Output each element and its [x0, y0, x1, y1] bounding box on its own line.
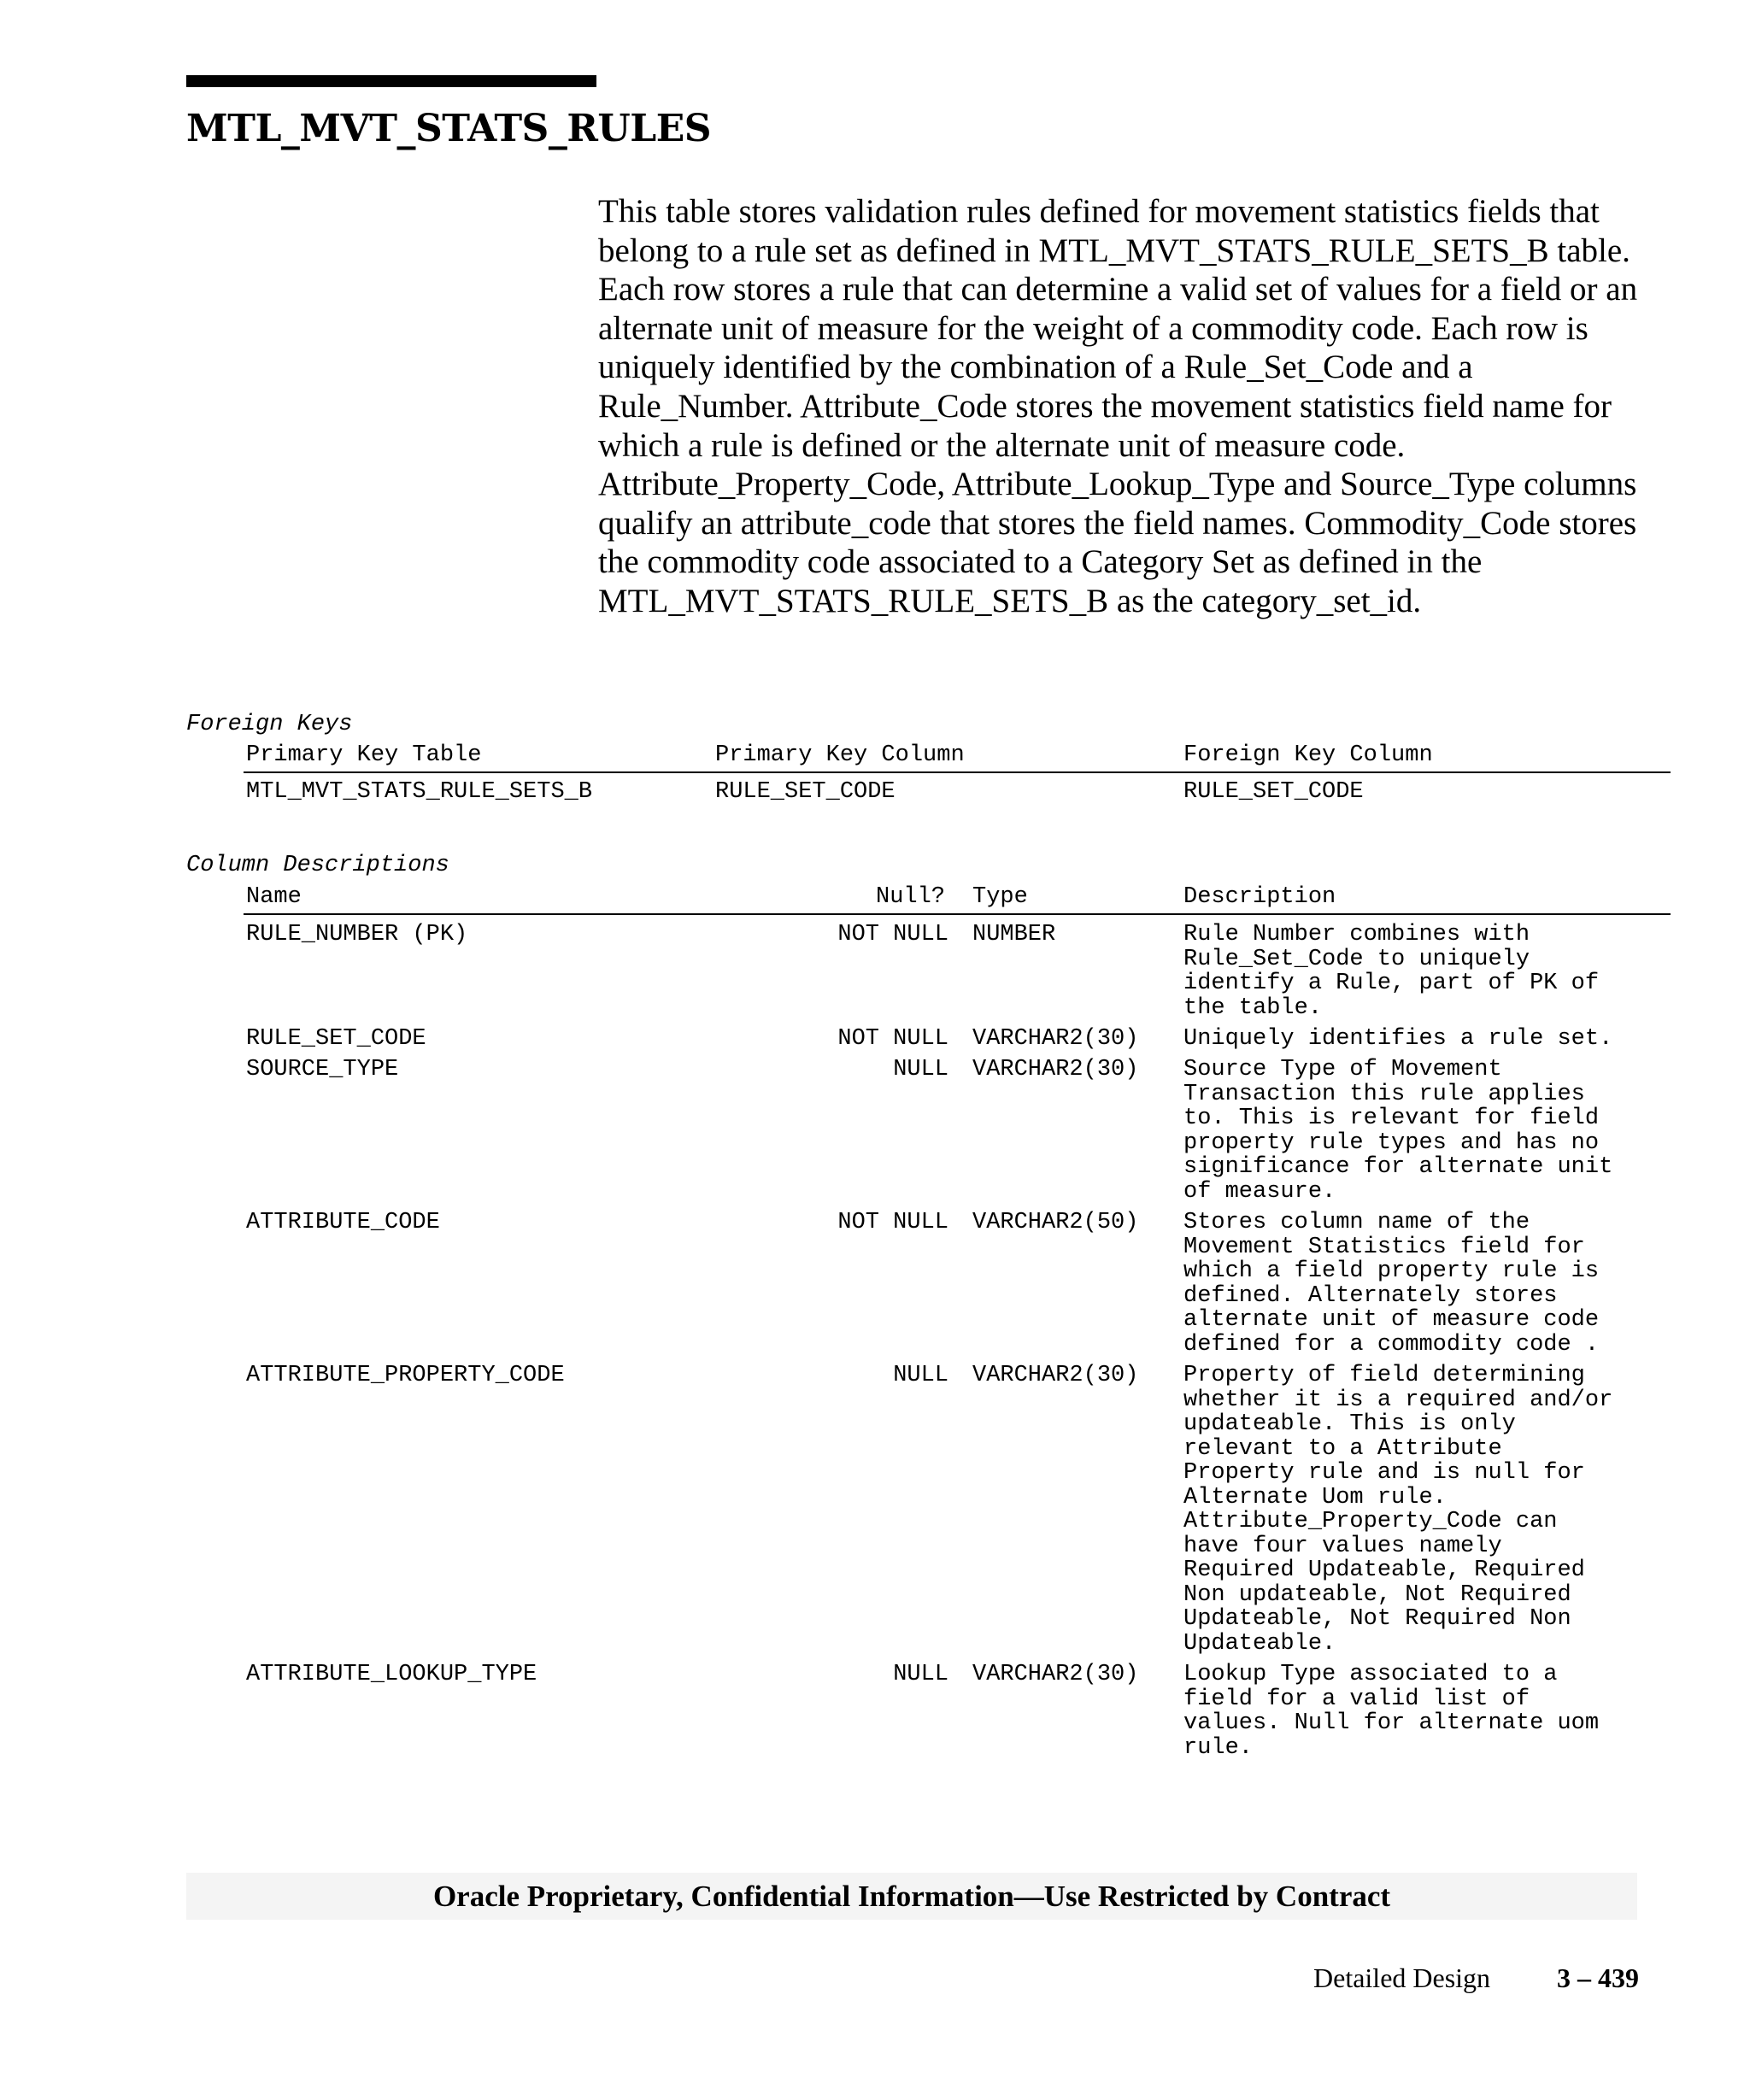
column-description: Stores column name of the Movement Statistics field for which a field property rule is defined. Alternately stores alternate unit of measure code defined for a commodity code . [1183, 1210, 1600, 1358]
page-number: 3 – 439 [1557, 1962, 1639, 1993]
foreign-keys-label: Foreign Keys [186, 712, 353, 737]
column-name: ATTRIBUTE_CODE [246, 1210, 440, 1235]
fk-pk-table: MTL_MVT_STATS_RULE_SETS_B [246, 779, 593, 805]
fk-pk-column: RULE_SET_CODE [715, 779, 896, 805]
column-type: VARCHAR2(30) [972, 1363, 1139, 1388]
column-null: NULL [893, 1057, 948, 1082]
top-rule [186, 75, 596, 87]
column-name: RULE_NUMBER (PK) [246, 922, 468, 947]
column-description: Property of field determining whether it is a required and/or updateable. This is only relevant to a Attribute Property rule and is null for Alternate Uom rule. Attribute_Property_Code can have four values namely Required Updateable, Required Non updateable, Not Required Updateable, Not Required Non Updateable. [1183, 1363, 1613, 1657]
column-null: NOT NULL [837, 922, 948, 947]
column-null: NULL [893, 1662, 948, 1687]
column-type: NUMBER [972, 922, 1056, 947]
table-description: This table stores validation rules defined for movement statistics fields that belong to a rule set as defined in MTL_MVT_STATS_RULE_SETS_B table. Each row stores a rule that can determine a valid set of values for a field or an alternate unit of measure for the weight of a commodity code. Each row is uniquely identified by the combination of a Rule_Set_Code and a Rule_Number. Attribute_Code stores the movement statistics field name for which a rule is defined or the alternate unit of measure code. Attribute_Property_Code, Attribute_Lookup_Type and Source_Type columns qualify an attribute_code that stores the field names. Commodity_Code stores the commodity code associated to a Category Set as defined in the MTL_MVT_STATS_RULE_SETS_B as the category_set_id. [598, 193, 1638, 619]
column-null: NOT NULL [837, 1026, 948, 1052]
footer-section: Detailed Design [1313, 1962, 1491, 1993]
column-type: VARCHAR2(30) [972, 1057, 1139, 1082]
page-title: MTL_MVT_STATS_RULES [186, 107, 712, 150]
column-type: VARCHAR2(50) [972, 1210, 1139, 1235]
column-name: RULE_SET_CODE [246, 1026, 426, 1052]
column-type: VARCHAR2(30) [972, 1026, 1139, 1052]
col-header-description: Description [1183, 884, 1336, 910]
col-header-type: Type [972, 884, 1028, 910]
column-name: ATTRIBUTE_PROPERTY_CODE [246, 1363, 565, 1388]
column-description: Lookup Type associated to a field for a valid list of values. Null for alternate uom rule. [1183, 1662, 1600, 1761]
column-descriptions-header [244, 884, 1671, 915]
fk-header-pk-table: Primary Key Table [246, 742, 482, 768]
column-type: VARCHAR2(30) [972, 1662, 1139, 1687]
confidential-banner [186, 1873, 1637, 1920]
fk-fk-column: RULE_SET_CODE [1183, 779, 1364, 805]
fk-header-fk-column: Foreign Key Column [1183, 742, 1433, 768]
column-name: ATTRIBUTE_LOOKUP_TYPE [246, 1662, 537, 1687]
col-header-name: Name [246, 884, 302, 910]
confidential-notice: Oracle Proprietary, Confidential Information––Use Restricted by Contract [432, 1880, 1391, 1913]
fk-header-pk-column: Primary Key Column [715, 742, 965, 768]
column-name: SOURCE_TYPE [246, 1057, 399, 1082]
column-null: NULL [893, 1363, 948, 1388]
column-description: Source Type of Movement Transaction this rule applies to. This is relevant for field property rule types and has no significance for alternate unit of measure. [1183, 1057, 1613, 1205]
col-header-null: Null? [876, 884, 946, 910]
foreign-keys-header [244, 742, 1671, 773]
column-descriptions-label: Column Descriptions [186, 853, 449, 878]
column-description: Rule Number combines with Rule_Set_Code to uniquely identify a Rule, part of PK of the table. [1183, 922, 1600, 1021]
column-null: NOT NULL [837, 1210, 948, 1235]
column-description: Uniquely identifies a rule set. [1183, 1026, 1613, 1052]
